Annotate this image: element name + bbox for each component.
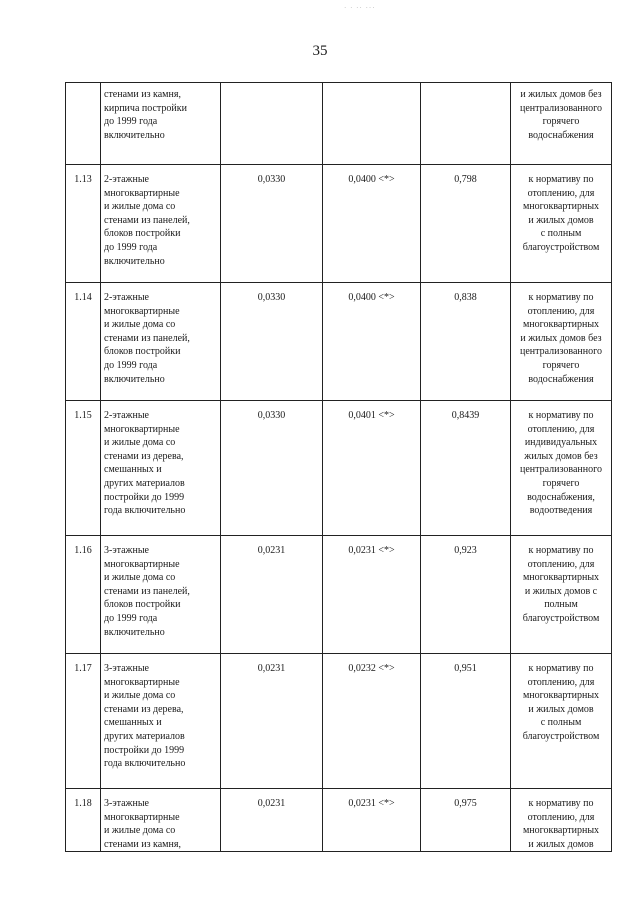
row-number-text: 1.17 [74, 663, 92, 674]
building-description-cell [101, 283, 221, 401]
value-1-cell [221, 536, 323, 654]
norms-table-body [66, 83, 612, 852]
building-description-cell [101, 654, 221, 789]
row-number-cell [66, 654, 101, 789]
value-1-text: 0,0330 [257, 410, 286, 421]
value-2-cell [323, 789, 421, 852]
value-2-cell [323, 401, 421, 536]
value-2-cell [323, 165, 421, 283]
row-number-cell [66, 165, 101, 283]
building-description-text: 3-этажные многоквартирные и жилые дома со стенами из панелей, блоков постройки до 1999 года включительно [104, 545, 190, 638]
building-description-cell [101, 165, 221, 283]
coefficient-text: 0,8439 [451, 410, 480, 421]
value-1-cell [221, 654, 323, 789]
value-1-cell [221, 401, 323, 536]
note-text: к нормативу по отоплению, для многоквартирных и жилых домов без централизованного горячего водоснабжения [520, 292, 602, 385]
page-number: 35 [312, 43, 328, 59]
row-number-text: 1.15 [74, 410, 92, 421]
table-row [66, 283, 612, 401]
value-1-cell [221, 283, 323, 401]
note-cell [511, 536, 612, 654]
row-number-cell [66, 536, 101, 654]
note-text: к нормативу по отоплению, для многоквартирных и жилых домов [522, 798, 600, 850]
table-row [66, 654, 612, 789]
value-2-text: 0,0401 <*> [348, 410, 395, 421]
value-1-text: 0,0231 [257, 798, 286, 809]
coefficient-cell [421, 654, 511, 789]
row-number-text: 1.18 [74, 798, 92, 809]
building-description-cell [101, 83, 221, 165]
building-description-text: 3-этажные многоквартирные и жилые дома со стенами из дерева, смешанных и других материалов постройки до 1999 года включительно [104, 663, 186, 770]
value-1-text: 0,0330 [257, 292, 286, 303]
coefficient-cell [421, 536, 511, 654]
value-2-text: 0,0400 <*> [348, 292, 395, 303]
building-description-cell [101, 401, 221, 536]
row-number-text: 1.13 [74, 174, 92, 185]
note-text: к нормативу по отоплению, для индивидуальных жилых домов без централизованного горячего водоснабжения, водоотведения [520, 410, 602, 517]
table-row [66, 536, 612, 654]
building-description-cell [101, 789, 221, 852]
value-1-text: 0,0231 [257, 663, 286, 674]
coefficient-cell [421, 83, 511, 165]
note-cell [511, 283, 612, 401]
value-2-text: 0,0400 <*> [348, 174, 395, 185]
table-row [66, 401, 612, 536]
value-1-text: 0,0231 [257, 545, 286, 556]
value-1-text: 0,0330 [257, 174, 286, 185]
value-2-text: 0,0231 <*> [348, 545, 395, 556]
table-row [66, 165, 612, 283]
note-cell [511, 165, 612, 283]
value-2-cell [323, 536, 421, 654]
row-number-cell [66, 789, 101, 852]
coefficient-cell [421, 401, 511, 536]
value-1-cell [221, 165, 323, 283]
coefficient-cell [421, 165, 511, 283]
coefficient-text: 0,798 [454, 174, 477, 185]
row-number-text: 1.14 [74, 292, 92, 303]
note-text: и жилых домов без централизованного горячего водоснабжения [520, 89, 602, 141]
row-number-cell [66, 401, 101, 536]
table-row [66, 83, 612, 165]
value-2-text: 0,0232 <*> [348, 663, 395, 674]
building-description-text: 2-этажные многоквартирные и жилые дома со стенами из панелей, блоков постройки до 1999 года включительно [104, 174, 190, 267]
note-cell [511, 789, 612, 852]
row-number-text: 1.16 [74, 545, 92, 556]
norms-table [65, 82, 612, 852]
value-2-text: 0,0231 <*> [348, 798, 395, 809]
building-description-text: стенами из камня, кирпича постройки до 1999 года включительно [104, 89, 187, 141]
note-cell [511, 654, 612, 789]
value-1-cell [221, 789, 323, 852]
note-text: к нормативу по отоплению, для многоквартирных и жилых домов с полным благоустройством [522, 174, 600, 253]
coefficient-cell [421, 789, 511, 852]
coefficient-cell [421, 283, 511, 401]
coefficient-text: 0,923 [454, 545, 477, 556]
building-description-text: 2-этажные многоквартирные и жилые дома со стенами из дерева, смешанных и других материалов постройки до 1999 года включительно [104, 410, 186, 517]
note-text: к нормативу по отоплению, для многоквартирных и жилых домов с полным благоустройством [522, 545, 600, 624]
note-cell [511, 83, 612, 165]
note-cell [511, 401, 612, 536]
value-2-cell [323, 654, 421, 789]
value-1-cell [221, 83, 323, 165]
building-description-cell [101, 536, 221, 654]
value-2-cell [323, 283, 421, 401]
scan-artifact: · · ·· ··· [344, 4, 376, 12]
table-row [66, 789, 612, 852]
note-text: к нормативу по отоплению, для многоквартирных и жилых домов с полным благоустройством [522, 663, 600, 742]
coefficient-text: 0,951 [454, 663, 477, 674]
value-2-cell [323, 83, 421, 165]
row-number-cell [66, 283, 101, 401]
coefficient-text: 0,975 [454, 798, 477, 809]
building-description-text: 3-этажные многоквартирные и жилые дома со стенами из камня, [104, 798, 181, 850]
coefficient-text: 0,838 [454, 292, 477, 303]
row-number-cell [66, 83, 101, 165]
building-description-text: 2-этажные многоквартирные и жилые дома со стенами из панелей, блоков постройки до 1999 года включительно [104, 292, 190, 385]
